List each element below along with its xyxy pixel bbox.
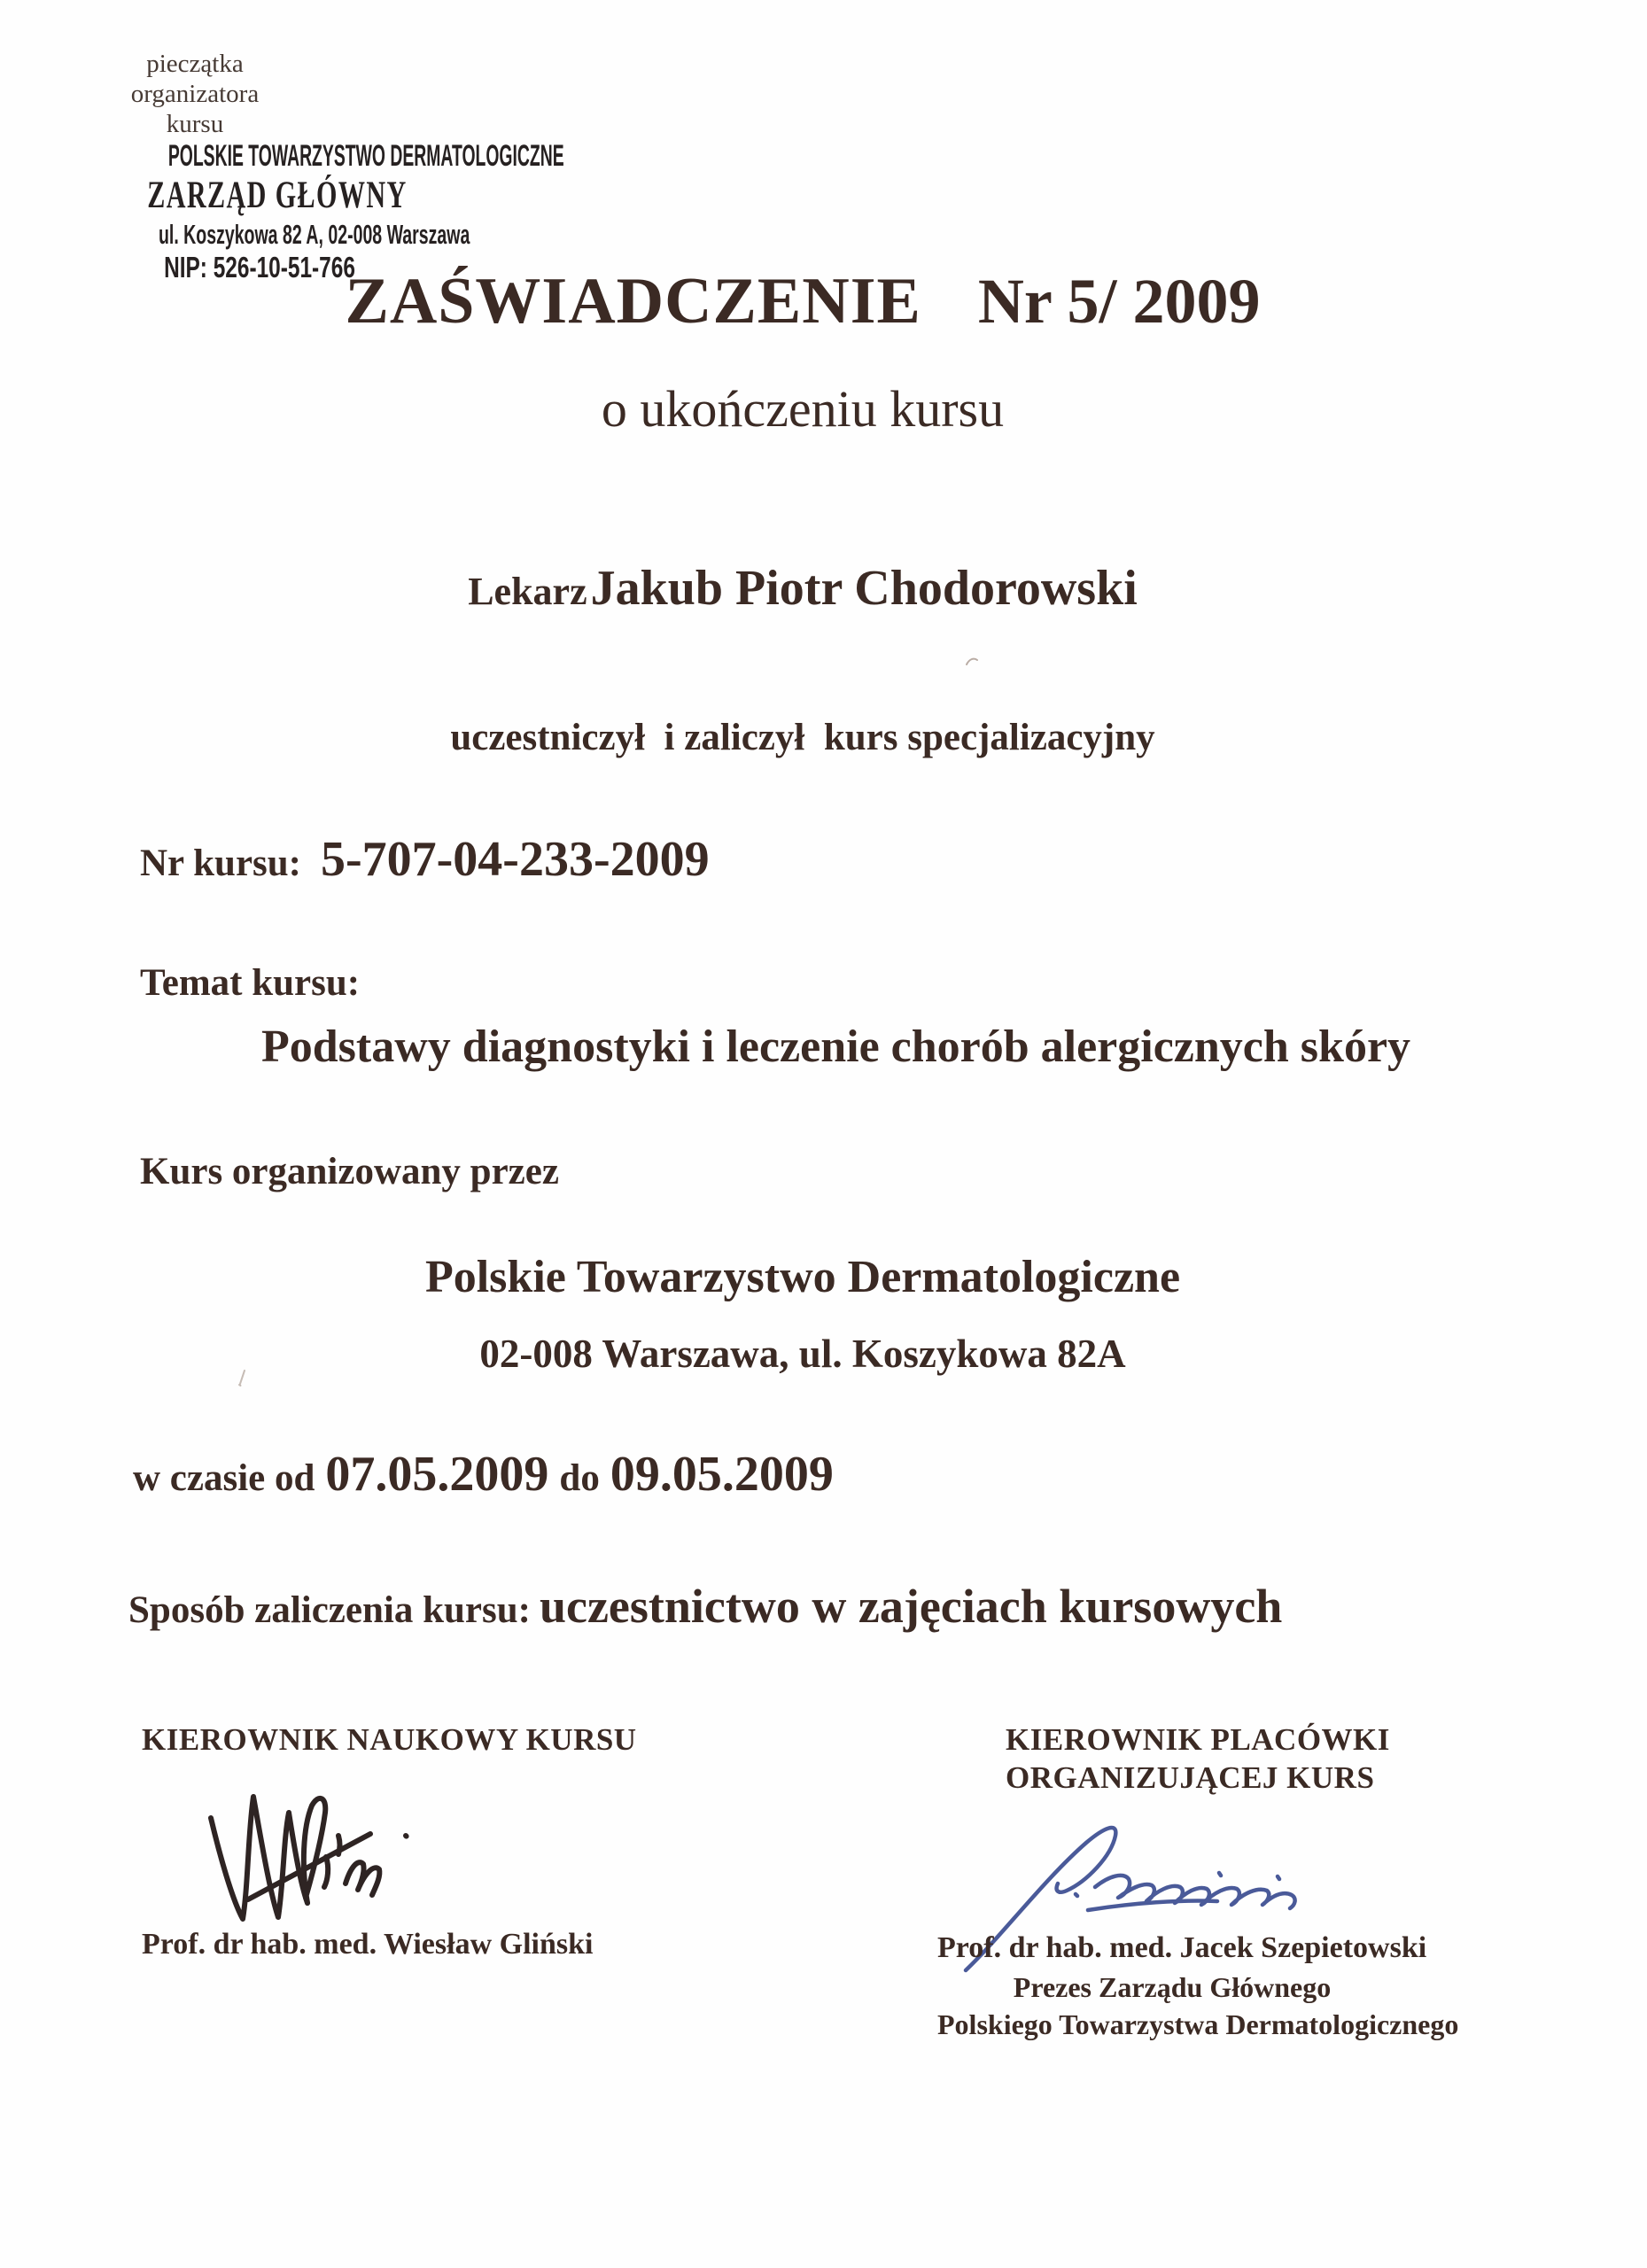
stamp-placeholder-note <box>106 49 284 139</box>
left-signer-name: Prof. dr hab. med. Wiesław Gliński <box>142 1928 594 1961</box>
completion-label: Sposób zaliczenia kursu: <box>128 1589 531 1631</box>
organizer-label: Kurs organizowany przez <box>140 1151 559 1192</box>
date-to: 09.05.2009 <box>610 1447 834 1502</box>
completion-value: uczestnictwo w zajęciach kursowych <box>539 1580 1283 1633</box>
right-signer-block <box>937 1928 1459 2043</box>
holder-name: Jakub Piotr Chodorowski <box>590 561 1138 616</box>
course-number-value: 5-707-04-233-2009 <box>321 832 710 887</box>
organizer-name: Polskie Towarzystwo Dermatologiczne <box>424 1252 1181 1302</box>
course-number-line <box>140 831 710 888</box>
holder-line <box>0 560 1605 617</box>
organizer-address: 02-008 Warszawa, ul. Koszykowa 82A <box>479 1332 1126 1376</box>
right-signer-title1: Prezes Zarządu Głównego <box>1013 1971 1332 2003</box>
stamp-note-line2: organizatora kursu <box>130 80 260 138</box>
participation-statement: uczestniczył i zaliczył kurs specjalizacyjny <box>450 717 1155 758</box>
date-from: 07.05.2009 <box>325 1447 549 1502</box>
stamp-board: ZARZĄD GŁÓWNY <box>147 175 408 216</box>
dates-prefix: w czasie od <box>133 1457 315 1499</box>
right-signature-header <box>1006 1720 1390 1797</box>
completion-line <box>128 1579 1282 1634</box>
scan-artifact-slash <box>236 1368 248 1387</box>
right-signer-name: Prof. dr hab. med. Jacek Szepietowski <box>937 1931 1427 1964</box>
stamp-address: ul. Koszykowa 82 A, 02-008 Warszawa <box>158 219 470 250</box>
stamp-organization: POLSKIE TOWARZYSTWO DERMATOLOGICZNE <box>167 139 564 173</box>
right-header-line2: ORGANIZUJĄCEJ KURS <box>1006 1760 1375 1795</box>
topic-value: Podstawy diagnostyki i leczenie chorób alergicznych skóry <box>261 1021 1411 1072</box>
right-signer-title2: Polskiego Towarzystwa Dermatologicznego <box>937 2008 1459 2040</box>
scan-artifact-mark <box>964 656 980 668</box>
organizer-ink-stamp <box>99 138 564 284</box>
dates-middle: do <box>559 1457 600 1499</box>
topic-label: Temat kursu: <box>140 962 361 1004</box>
course-number-label: Nr kursu: <box>140 843 301 884</box>
left-signature-header: KIEROWNIK NAUKOWY KURSU <box>142 1722 637 1757</box>
title-word: ZAŚWIADCZENIE <box>345 265 921 338</box>
document-subtitle: o ukończeniu kursu <box>601 380 1005 438</box>
stamp-note-line1: pieczątka <box>146 50 244 78</box>
stamp-nip: NIP: 526-10-51-766 <box>164 251 355 284</box>
title-number: Nr 5/ 2009 <box>977 266 1261 337</box>
dates-line <box>133 1446 841 1503</box>
document-title <box>0 264 1605 339</box>
glinski-signature <box>197 1783 427 1929</box>
right-header-line1: KIEROWNIK PLACÓWKI <box>1006 1722 1390 1757</box>
holder-prefix: Lekarz <box>468 570 587 613</box>
